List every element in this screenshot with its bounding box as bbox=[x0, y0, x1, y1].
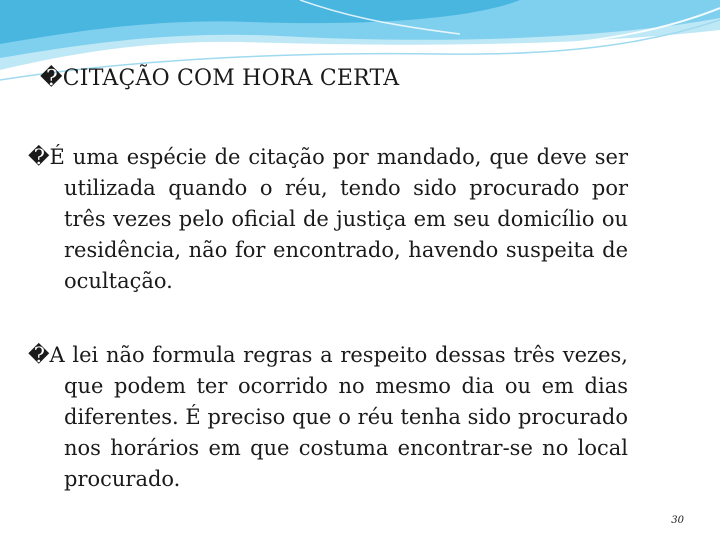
paragraph-1 bbox=[28, 142, 628, 297]
paragraph-1-text: É uma espécie de citação por mandado, que deve ser utilizada quando o réu, tendo sido procurado por três vezes pelo oficial de justiça em seu domicílio ou residência, não for encontrado, havendo suspeita de ocultação. bbox=[49, 145, 628, 293]
paragraph-1-bullet-icon: � bbox=[28, 145, 50, 169]
paragraph-2 bbox=[28, 340, 628, 495]
paragraph-2-bullet-icon: � bbox=[28, 343, 50, 367]
title-text: CITAÇÃO COM HORA CERTA bbox=[62, 66, 400, 91]
paragraph-2-text: A lei não formula regras a respeito dessas três vezes, que podem ter ocorrido no mesmo dia ou em dias diferentes. É preciso que o réu tenha sido procurado nos horários em que costuma encontrar-se no local procurado. bbox=[49, 343, 628, 491]
title-bullet-icon: � bbox=[40, 66, 63, 91]
page-number: 30 bbox=[671, 515, 684, 526]
slide-title bbox=[40, 66, 680, 91]
